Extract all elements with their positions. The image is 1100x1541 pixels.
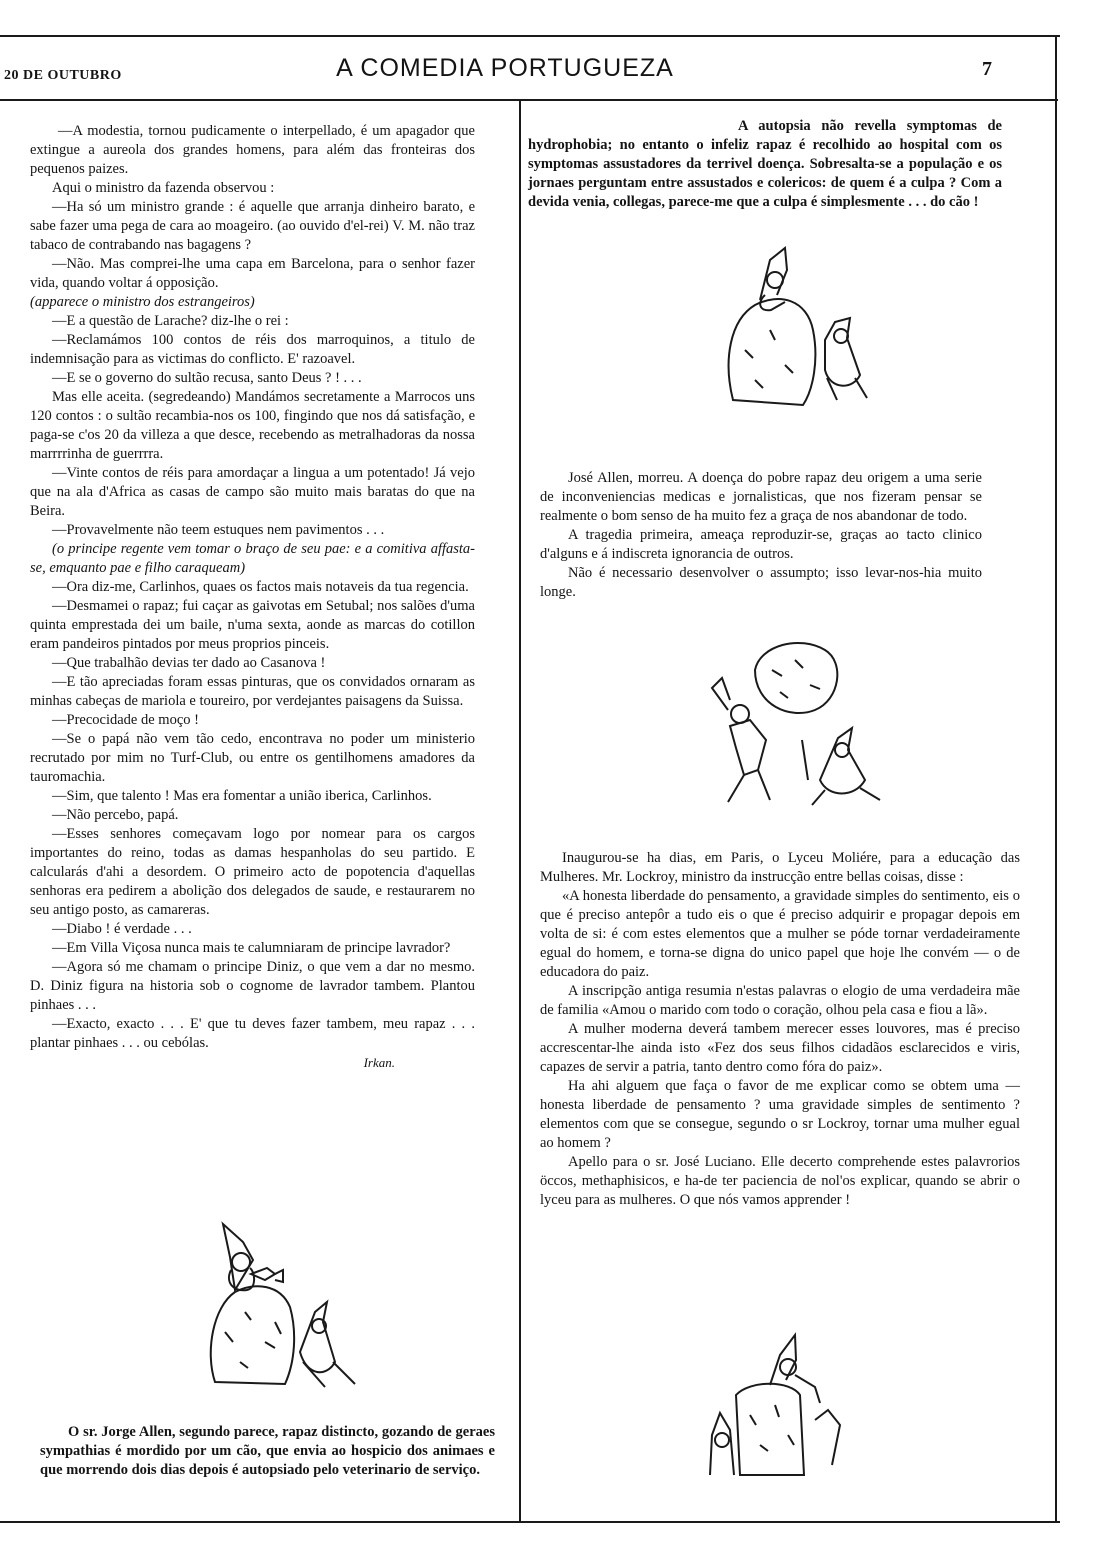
left-column-article — [30, 122, 475, 1072]
paragraph: Ha ahi alguem que faça o favor de me explicar como se obtem uma — honesta liberdade de pensamento ? uma gravidade simples de sentimento ? elementos com que se consegue, segundo o sr Lockroy, tornar uma mulher egual ao homem ? — [540, 1078, 1020, 1151]
page-number: 7 — [982, 58, 992, 80]
author-signature: Irkan. — [363, 1055, 395, 1070]
paragraph: —Esses senhores começavam logo por nomear para os cargos importantes do reino, todas as damas hespanholas do seu partido. E calcularás d'ahi a desordem. O primeiro acto de popotencia d'aquellas senhoras era pedirem a abolição dos delegados de saude, e restaurarem no seu antigo posto, as camareras. — [30, 826, 475, 918]
paragraph: —Desmamei o rapaz; fui caçar as gaivotas em Setubal; nos salões d'uma quinta emprestada dei um baile, n'uma sexta, aonde as marcas do cotillon eram pandeiros pintados por meus proprios pinceis. — [30, 598, 475, 652]
bottom-border-rule — [0, 1521, 1060, 1523]
paragraph: Aqui o ministro da fazenda observou : — [52, 180, 275, 196]
paragraph: A autopsia não revella symptomas de hydrophobia; no entanto o infeliz rapaz é recolhido ao hospital com os symptomas assustadores da terrivel doença. Sobresalta-se a população e os jornaes perguntam entre assustados e colericos: de quem é a culpa ? Com a devida venia, collegas, parece-me que a culpa é simplesmente . . . do cão ! — [528, 118, 1002, 210]
header-rule — [0, 99, 1058, 101]
paragraph: —Precocidade de moço ! — [52, 712, 199, 728]
gnome-leaning-illustration — [715, 240, 875, 410]
paragraph: —E a questão de Larache? diz-lhe o rei : — [52, 313, 289, 329]
paragraph: —Se o papá não vem tão cedo, encontrava no poder um ministerio recrutado por mim no Turf-Club, ou entre os gentilhomens amadores da tauromachia. — [30, 731, 475, 785]
lyceu-moliere-article — [540, 849, 1020, 1210]
jorge-allen-news-item — [40, 1423, 495, 1480]
paragraph: «A honesta liberdade do pensamento, a gravidade simples do sentimento, eis o que é preciso antepôr a tudo eis o que é preciso adquirir e propagar depois em volta de si: é com estes elementos que a mulher se póde tornar verdadeiramente egual do homem, e torna-se digna do unico papel que hoje lhe convém — o de educadora do paiz. — [540, 888, 1020, 980]
paragraph: A tragedia primeira, ameaça reproduzir-se, graças ao tacto clinico d'alguns e á indiscreta ignorancia de outros. — [540, 527, 982, 562]
stage-direction: (apparece o ministro dos estrangeiros) — [30, 294, 255, 310]
jose-allen-article — [540, 469, 982, 602]
paragraph: —Agora só me chamam o principe Diniz, o que vem a dar no mesmo. D. Diniz figura na historia sob o cognome de lavrador tambem. Plantou pinhaes . . . — [30, 959, 475, 1013]
paragraph: Apello para o sr. José Luciano. Elle decerto comprehende estes palavrorios öccos, methaphisicos, e ha-de ter paciencia de nol'os explicar, quando se abrir o lyceu para as mulheres. O que nós vamos apprender ! — [540, 1154, 1020, 1208]
paragraph: —Vinte contos de réis para amordaçar a lingua a um potentado! Já vejo que na ala d'Africa as casas de campo são muito mais baratas do que na Beira. — [30, 465, 475, 519]
column-divider — [519, 101, 521, 1521]
paragraph: O sr. Jorge Allen, segundo parece, rapaz distincto, gozando de geraes sympathias é mordido por um cão, que envia ao hospicio dos animaes e que morrendo dois dias depois é autopsiado pelo veterinario de serviço. — [40, 1424, 495, 1478]
issue-date: 20 DE OUTUBRO — [4, 68, 122, 83]
paragraph: —Não. Mas comprei-lhe uma capa em Barcelona, para o senhor fazer vida, quando voltar á opposição. — [30, 256, 475, 291]
masthead-title: A COMEDIA PORTUGUEZA — [336, 54, 674, 82]
paragraph: —Reclamámos 100 contos de réis dos marroquinos, a titulo de indemnisação para as victimas do conflicto. E' razoavel. — [30, 332, 475, 367]
right-border-rule — [1055, 35, 1057, 1523]
top-border-rule — [0, 35, 1060, 37]
paragraph: José Allen, morreu. A doença do pobre rapaz deu origem a uma serie de inconveniencias medicas e jornalisticas, que nos fizeram pensar se realmente o bom senso de ha muito fez a graça de nos abandonar de todo. — [540, 470, 982, 524]
paragraph: —Ora diz-me, Carlinhos, quaes os factos mais notaveis da tua regencia. — [52, 579, 469, 595]
gnomes-by-stump-illustration — [700, 1325, 850, 1485]
paragraph: —Sim, que talento ! Mas era fomentar a união iberica, Carlinhos. — [52, 788, 432, 804]
paragraph: —Não percebo, papá. — [52, 807, 179, 823]
paragraph: —E tão apreciadas foram essas pinturas, que os convidados ornaram as minhas cabeças de mariola e toureiro, por verdejantes paisagens da Suissa. — [30, 674, 475, 709]
paragraph: —Ha só um ministro grande : é aquelle que arranja dinheiro barato, e sabe fazer uma pega de cara ao moageiro. (ao ouvido d'el-rei) V. M. não traz tabaco de contrabando nas bagagens ? — [30, 199, 475, 253]
paragraph: Inaugurou-se ha dias, em Paris, o Lyceu Moliére, para a educação das Mulheres. Mr. Lockroy, ministro da instrucção entre bellas coisas, disse : — [540, 850, 1020, 885]
gnome-on-rock-illustration — [195, 1212, 365, 1392]
paragraph: —Diabo ! é verdade . . . — [52, 921, 192, 937]
autopsy-news-item — [528, 117, 1002, 212]
paragraph: —Provavelmente não teem estuques nem pavimentos . . . — [52, 522, 385, 538]
paragraph: —Em Villa Viçosa nunca mais te calumniaram de principe lavrador? — [52, 940, 451, 956]
gnome-carrying-boulder-illustration — [700, 630, 890, 810]
paragraph: —E se o governo do sultão recusa, santo Deus ? ! . . . — [52, 370, 362, 386]
paragraph: —Exacto, exacto . . . E' que tu deves fazer tambem, meu rapaz . . . plantar pinhaes . . . ou cebólas. — [30, 1016, 475, 1051]
paragraph: A inscripção antiga resumia n'estas palavras o elogio de uma verdadeira mãe de familia «Amou o marido com todo o coração, olhou pela casa e fiou a lã». — [540, 983, 1020, 1018]
paragraph: Mas elle aceita. (segredeando) Mandámos secretamente a Marrocos uns 120 contos : o sultão recambia-nos os 100, fingindo que nos dá satisfação, e paga-se c'os 20 da villeza a que desce, recebendo as metralhadoras da nossa marrrrinha de guerrrra. — [30, 389, 475, 462]
paragraph: —A modestia, tornou pudicamente o interpellado, é um apagador que extingue a aureola dos grandes homens, para além das fronteiras dos pequenos paizes. — [30, 123, 475, 177]
paragraph: Não é necessario desenvolver o assumpto; isso levar-nos-hia muito longe. — [540, 565, 982, 600]
paragraph: —Que trabalhão devias ter dado ao Casanova ! — [52, 655, 326, 671]
stage-direction: (o principe regente vem tomar o braço de seu pae: e a comitiva affasta-se, emquanto pae e filho caraqueam) — [30, 541, 475, 576]
paragraph: A mulher moderna deverá tambem merecer esses louvores, mas é preciso accrescentar-lhe ainda isto «Fez dos seus filhos cidadãos esclarecidos e viris, capazes de servir a patria, tanto dentro como fóra do paiz». — [540, 1021, 1020, 1075]
